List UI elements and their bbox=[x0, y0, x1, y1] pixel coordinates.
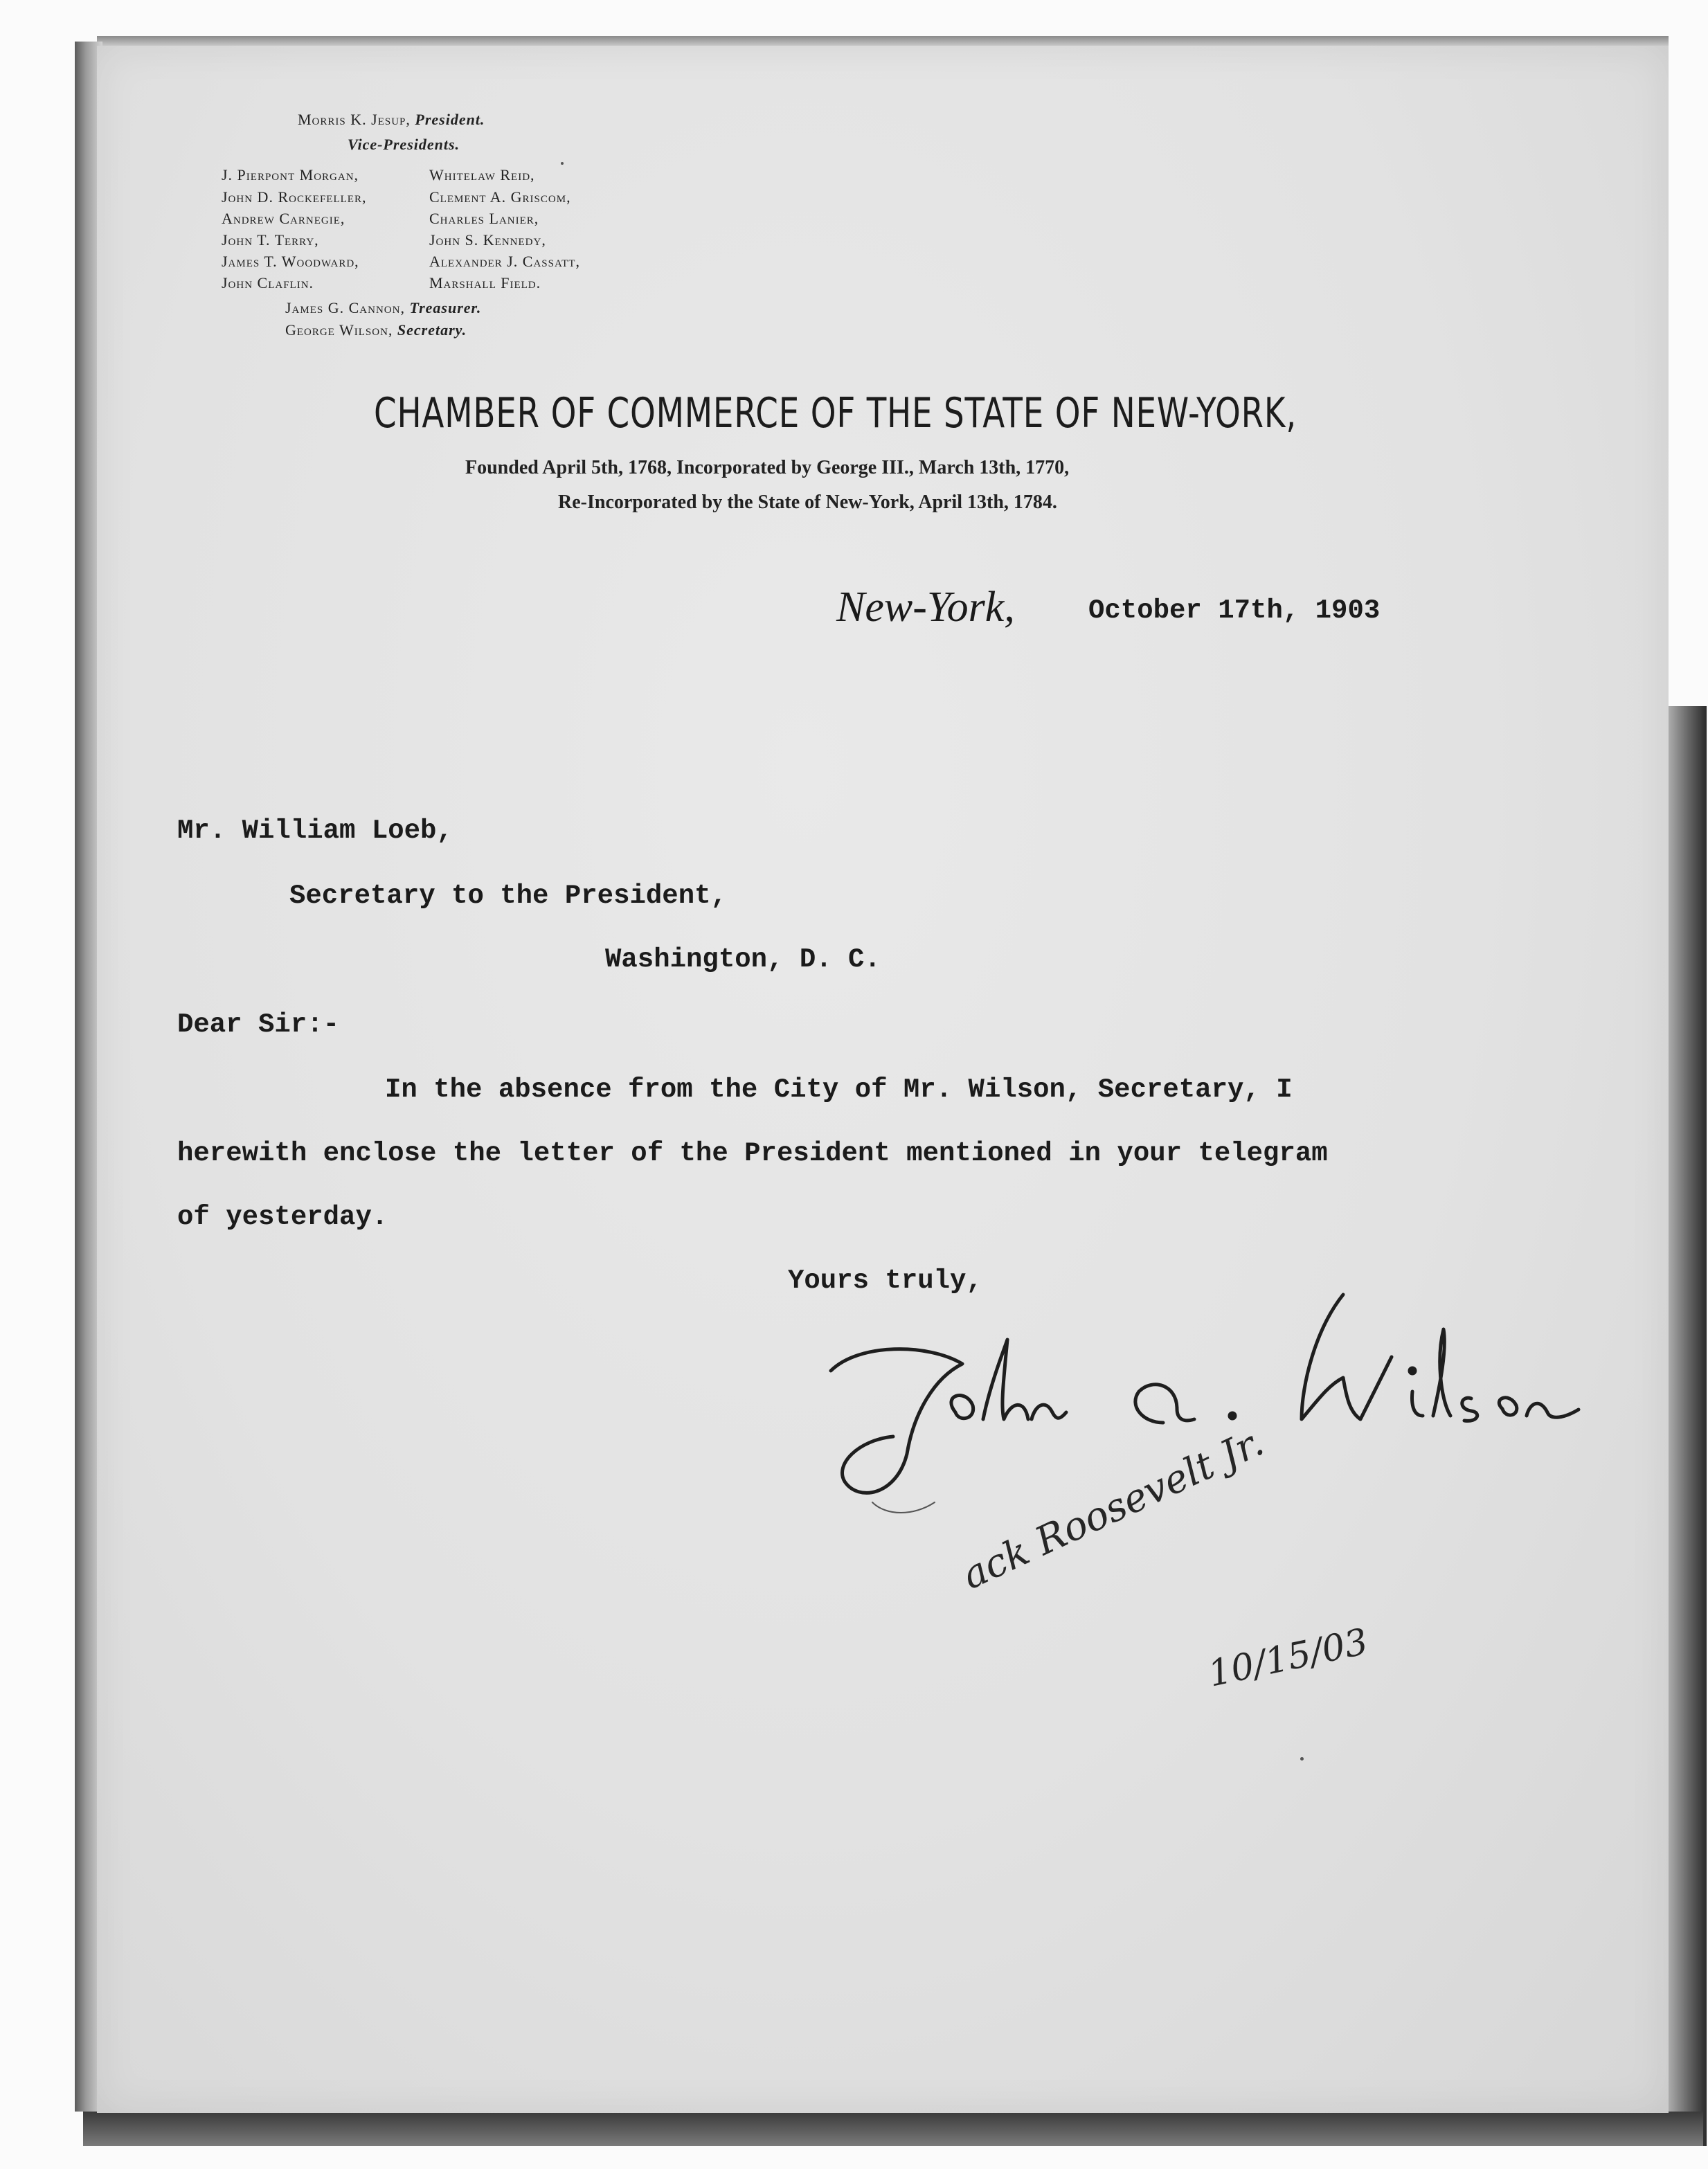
vice-president-right: Clement A. Griscom, bbox=[429, 188, 571, 206]
treasurer-title: Treasurer. bbox=[409, 299, 482, 316]
handwritten-note: ack Roosevelt Jr. bbox=[955, 1419, 1271, 1599]
vice-president-right: Whitelaw Reid, bbox=[429, 166, 535, 183]
vice-president-left: John T. Terry, bbox=[222, 231, 319, 249]
handwritten-date: 10/15/03 bbox=[1205, 1621, 1372, 1695]
vice-president-left: James T. Woodward, bbox=[222, 253, 359, 270]
vice-president-left: John D. Rockefeller, bbox=[222, 188, 367, 206]
president-line bbox=[298, 111, 485, 129]
scan-speck bbox=[1300, 1757, 1304, 1761]
letterhead-title: CHAMBER OF COMMERCE OF THE STATE OF NEW-YORK, bbox=[374, 389, 1297, 438]
letter-place: New-York, bbox=[836, 584, 1015, 631]
recipient-location: Washington, D. C. bbox=[605, 944, 881, 975]
recipient-name: Mr. William Loeb, bbox=[177, 816, 453, 846]
body-line: In the absence from the City of Mr. Wilson, Secretary, I bbox=[385, 1074, 1293, 1105]
vice-president-right: Charles Lanier, bbox=[429, 210, 539, 227]
president-title: President. bbox=[415, 111, 485, 128]
letterhead-founded: Founded April 5th, 1768, Incorporated by George III., March 13th, 1770, bbox=[465, 457, 1070, 478]
letter-date: October 17th, 1903 bbox=[1088, 595, 1381, 626]
vice-president-right: Marshall Field. bbox=[429, 274, 541, 291]
salutation: Dear Sir:- bbox=[177, 1009, 340, 1040]
vice-president-right: John S. Kennedy, bbox=[429, 231, 546, 249]
vice-president-left: J. Pierpont Morgan, bbox=[222, 166, 359, 183]
vice-president-right: Alexander J. Cassatt, bbox=[429, 253, 580, 270]
signature bbox=[817, 1274, 1634, 1537]
secretary-line bbox=[285, 321, 467, 339]
treasurer-name: James G. Cannon, bbox=[285, 299, 405, 316]
recipient-title: Secretary to the President, bbox=[289, 881, 727, 911]
scan-speck bbox=[561, 162, 564, 165]
vice-president-left: Andrew Carnegie, bbox=[222, 210, 345, 227]
treasurer-line bbox=[285, 299, 481, 317]
vice-presidents-label: Vice-Presidents. bbox=[348, 136, 460, 153]
vice-president-left: John Claflin. bbox=[222, 274, 314, 291]
letterhead-reincorporated: Re-Incorporated by the State of New-York, April 13th, 1784. bbox=[558, 492, 1057, 513]
body-line: herewith enclose the letter of the President mentioned in your telegram bbox=[177, 1138, 1328, 1169]
signature-text bbox=[817, 1274, 822, 1275]
closing: Yours truly, bbox=[788, 1266, 982, 1296]
secretary-title: Secretary. bbox=[397, 321, 467, 339]
body-line: of yesterday. bbox=[177, 1202, 388, 1232]
president-name: Morris K. Jesup, bbox=[298, 111, 411, 128]
secretary-name: George Wilson, bbox=[285, 321, 393, 339]
